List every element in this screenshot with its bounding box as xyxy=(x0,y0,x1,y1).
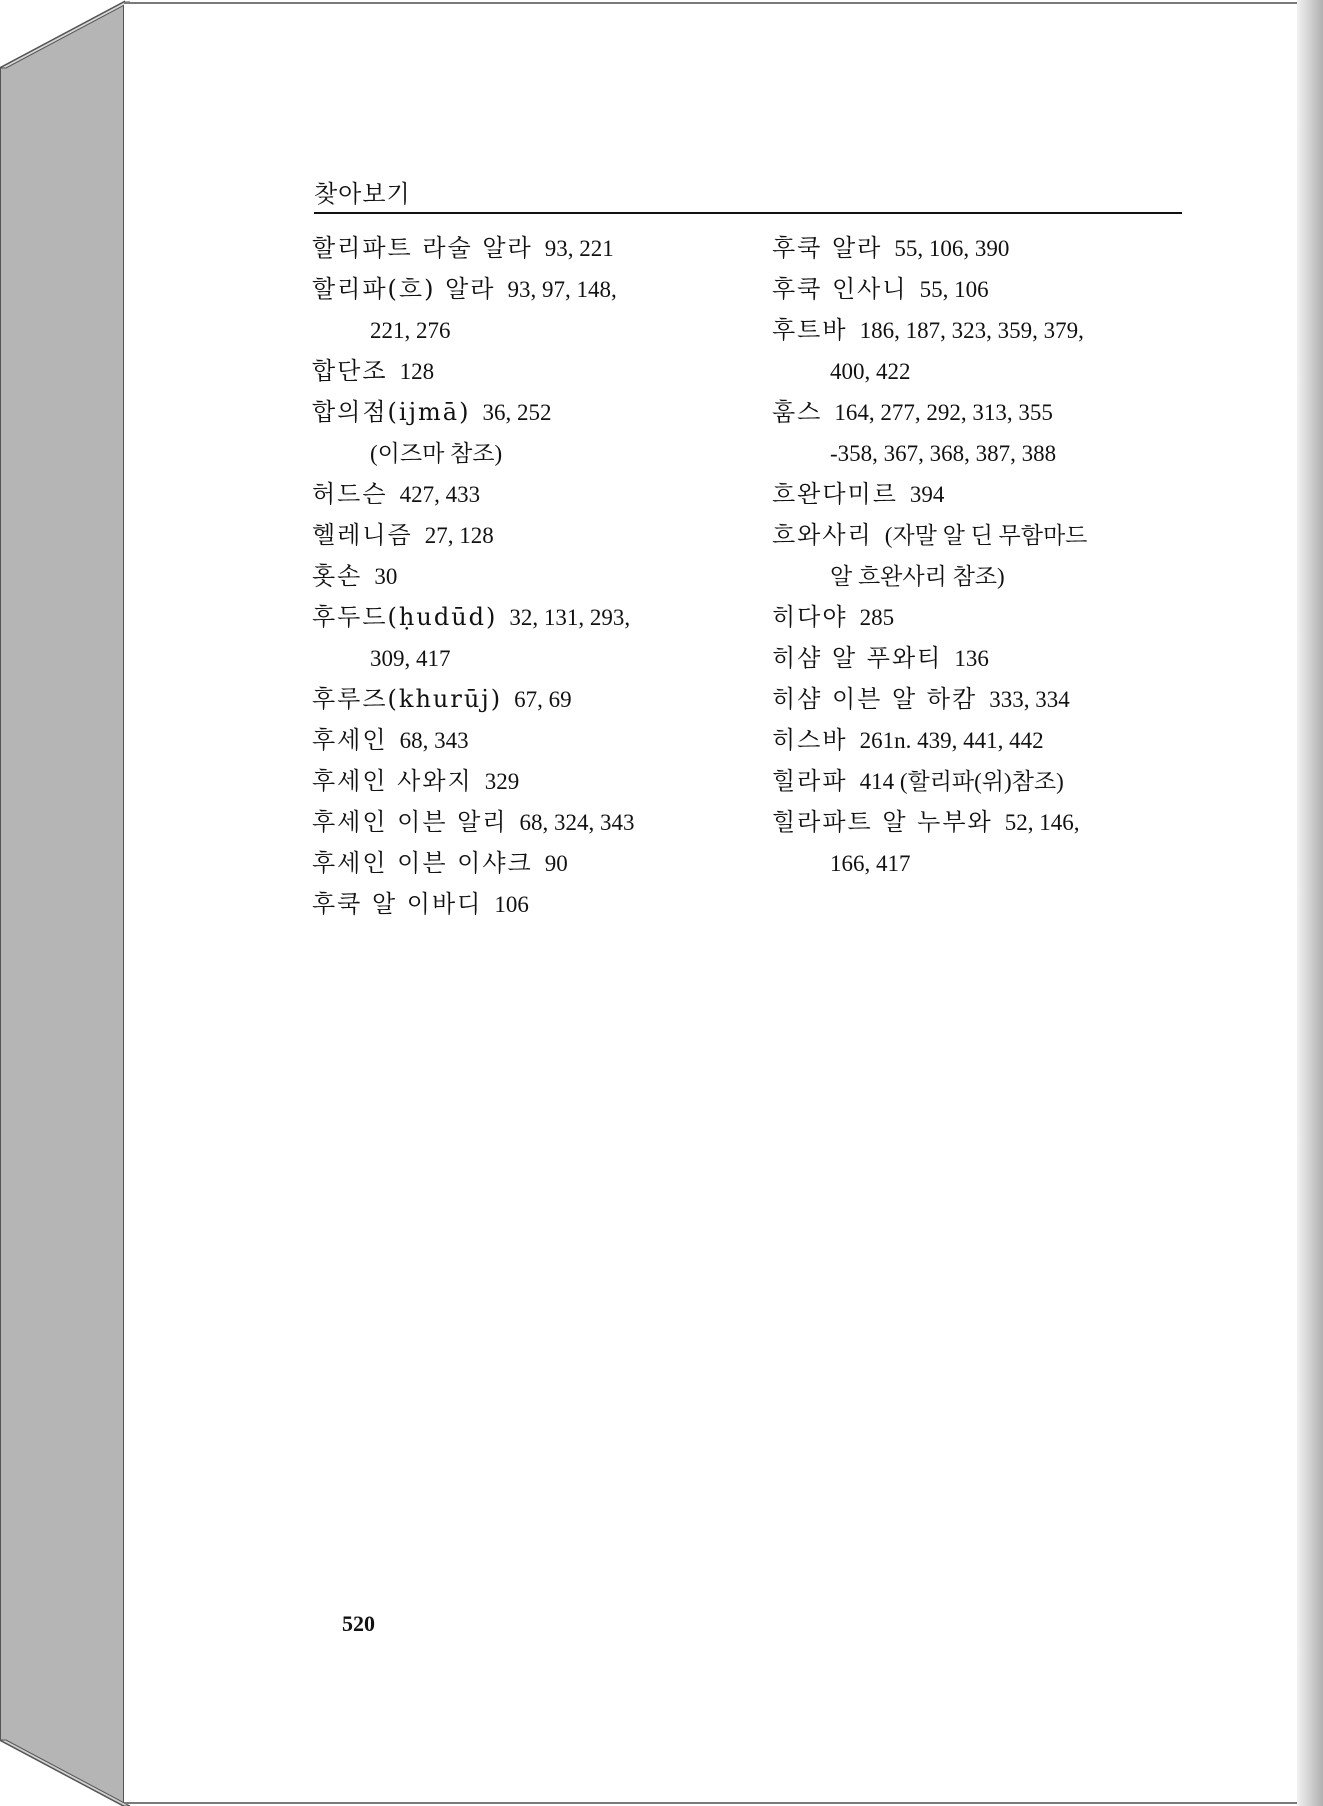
page-refs: 164, 277, 292, 313, 355 xyxy=(834,400,1053,425)
page-refs: 394 xyxy=(909,482,945,507)
index-entry xyxy=(312,474,732,515)
index-term: 홋손 xyxy=(312,562,363,590)
page-refs: 68, 343 xyxy=(399,728,469,753)
index-term: 후쿡 알 이바디 xyxy=(312,890,483,918)
index-term: 히샴 알 푸와티 xyxy=(772,644,943,672)
index-entry xyxy=(312,269,732,351)
page-refs: 55, 106, 390 xyxy=(894,236,1010,261)
index-term: 힐라파 xyxy=(772,767,848,795)
refs-continuation: 309, 417 xyxy=(370,646,451,671)
index-entry xyxy=(312,679,732,720)
index-entry xyxy=(312,884,732,925)
page-refs: 32, 131, 293, xyxy=(509,605,631,630)
index-entry xyxy=(312,228,732,269)
index-entry xyxy=(312,597,732,679)
index-term: 합단조 xyxy=(312,357,388,385)
index-term: 할리파트 라술 알라 xyxy=(312,234,533,262)
page-refs: 186, 187, 323, 359, 379, xyxy=(859,318,1084,343)
page-refs: 427, 433 xyxy=(399,482,481,507)
index-entry xyxy=(312,720,732,761)
index-entry xyxy=(772,474,1192,515)
index-term: 힐라파트 알 누부와 xyxy=(772,808,993,836)
index-term: 할리파(흐) 알라 xyxy=(312,275,496,303)
index-term: 후세인 이븐 이샤크 xyxy=(312,849,533,877)
running-header xyxy=(314,172,1182,214)
index-column-right xyxy=(772,228,1192,884)
index-term: 후세인 사와지 xyxy=(312,767,473,795)
index-term: 후루즈(khurūj) xyxy=(312,685,503,713)
index-entry xyxy=(772,761,1192,802)
page-refs: 329 xyxy=(484,769,520,794)
index-entry xyxy=(312,761,732,802)
index-term: 훔스 xyxy=(772,398,823,426)
page-refs: 90 xyxy=(544,851,568,876)
index-term: 합의점(ijmā) xyxy=(312,398,471,426)
page-refs: 67, 69 xyxy=(514,687,572,712)
index-entry xyxy=(772,597,1192,638)
index-term: 후두드(ḥudūd) xyxy=(312,603,498,631)
index-term: 후트바 xyxy=(772,316,848,344)
index-entry xyxy=(312,556,732,597)
index-term: 후세인 xyxy=(312,726,388,754)
page-refs: 333, 334 xyxy=(989,687,1070,712)
page-number: 520 xyxy=(342,1611,375,1636)
page-refs: 136 xyxy=(954,646,989,671)
page-refs: 414 (할리파(위)참조) xyxy=(859,769,1064,794)
index-term: 후세인 이븐 알리 xyxy=(312,808,508,836)
index-entry xyxy=(312,351,732,392)
index-entry xyxy=(772,228,1192,269)
index-entry xyxy=(312,802,732,843)
index-column-left xyxy=(312,228,732,925)
refs-continuation: 166, 417 xyxy=(830,851,911,876)
index-entry xyxy=(772,638,1192,679)
index-entry xyxy=(772,720,1192,761)
page-refs: 55, 106 xyxy=(919,277,989,302)
index-entry xyxy=(772,310,1192,392)
header-title: 찾아보기 xyxy=(314,180,411,208)
index-entry xyxy=(312,515,732,556)
refs-continuation: (이즈마 참조) xyxy=(370,441,503,466)
page-refs: 93, 97, 148, xyxy=(507,277,617,302)
page-refs: 68, 324, 343 xyxy=(519,810,635,835)
index-term: 후쿡 알라 xyxy=(772,234,883,262)
index-entry xyxy=(772,392,1192,474)
index-term: 후쿡 인사니 xyxy=(772,275,908,303)
page-refs: 52, 146, xyxy=(1004,810,1080,835)
index-term: 흐와사리 xyxy=(772,521,873,549)
page-refs: (자말 알 딘 무함마드 xyxy=(884,523,1088,548)
index-term: 히샴 이븐 알 하캄 xyxy=(772,685,978,713)
index-entry xyxy=(312,843,732,884)
page-refs: 93, 221 xyxy=(544,236,614,261)
index-term: 히다야 xyxy=(772,603,848,631)
index-entry xyxy=(772,515,1192,597)
index-term: 히스바 xyxy=(772,726,848,754)
book-side-face xyxy=(0,2,124,1806)
page-refs: 36, 252 xyxy=(482,400,552,425)
index-term: 헬레니즘 xyxy=(312,521,413,549)
index-term: 흐완다미르 xyxy=(772,480,898,508)
refs-continuation: 400, 422 xyxy=(830,359,911,384)
page-refs: 261n. 439, 441, 442 xyxy=(859,728,1044,753)
page-refs: 285 xyxy=(859,605,895,630)
index-entry xyxy=(312,392,732,474)
refs-continuation: -358, 367, 368, 387, 388 xyxy=(830,441,1057,466)
index-entry xyxy=(772,269,1192,310)
page-refs: 30 xyxy=(374,564,398,589)
page-right-shadow xyxy=(1297,0,1323,1806)
page-refs: 106 xyxy=(494,892,529,917)
index-term: 허드슨 xyxy=(312,480,388,508)
page-refs: 128 xyxy=(399,359,435,384)
page-refs: 27, 128 xyxy=(424,523,494,548)
refs-continuation: 221, 276 xyxy=(370,318,451,343)
index-entry xyxy=(772,679,1192,720)
index-entry xyxy=(772,802,1192,884)
refs-continuation: 알 흐완사리 참조) xyxy=(830,564,1005,589)
